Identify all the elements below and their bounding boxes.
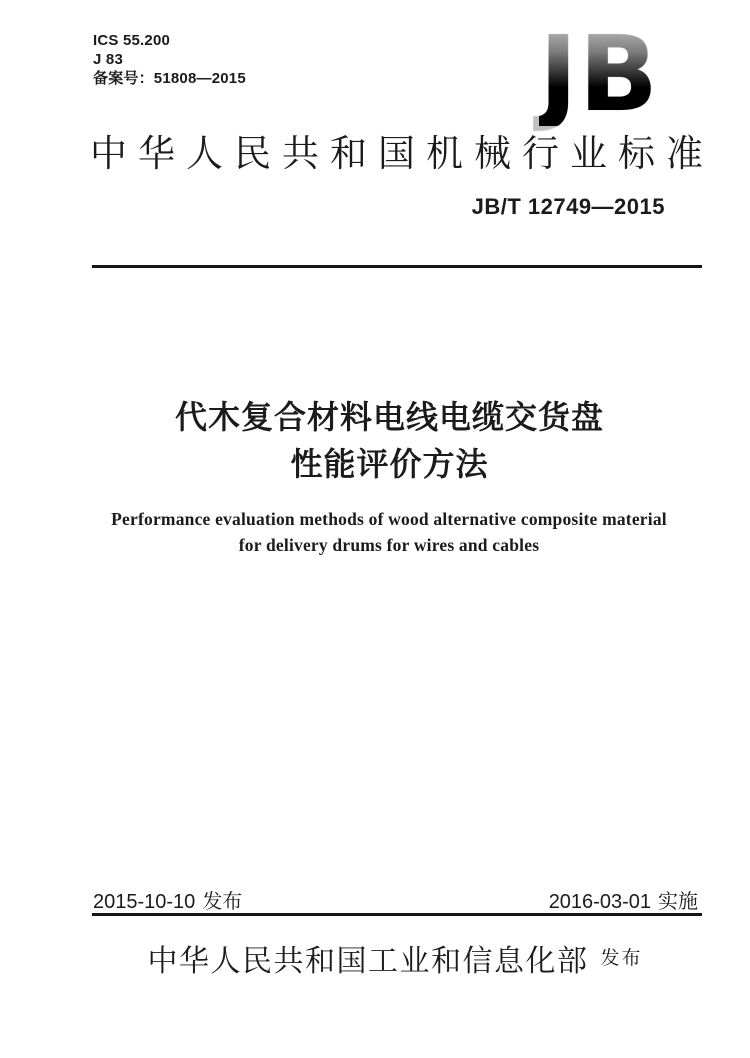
main-title-en [0,506,750,558]
main-title-zh-line1: 代木复合材料电线电缆交货盘 [174,399,604,435]
implementation-date: 2016-03-01 [548,891,651,913]
ics-code: ICS 55.200 [93,32,171,49]
main-title-en-line1: Performance evaluation methods of wood alternative composite material [111,509,667,529]
record-number: 备案号：51808—2015 [93,70,246,87]
publisher-action-label: 发布 [600,948,643,969]
implementation-date-group [549,891,698,913]
jb-logo: JB [539,13,659,135]
standard-number: JB/T 12749—2015 [471,194,665,219]
footer-rule [92,913,702,916]
publisher-line [0,936,750,980]
main-title-zh [0,394,750,488]
standard-type-title: 中华人民共和国机械行业标准 [90,133,714,174]
header-rule [92,265,702,268]
classification-code: J 83 [93,51,123,68]
main-title-en-line2: for delivery drums for wires and cables [238,535,540,555]
publisher-name: 中华人民共和国工业和信息化部 [147,945,589,978]
main-title-zh-line2: 性能评价方法 [290,446,489,482]
issue-date-group [93,891,242,913]
implementation-date-label: 实施 [658,891,698,913]
issue-date: 2015-10-10 [93,891,196,913]
document-meta [93,31,246,88]
dates-row [93,891,698,913]
issue-date-label: 发布 [202,891,243,913]
